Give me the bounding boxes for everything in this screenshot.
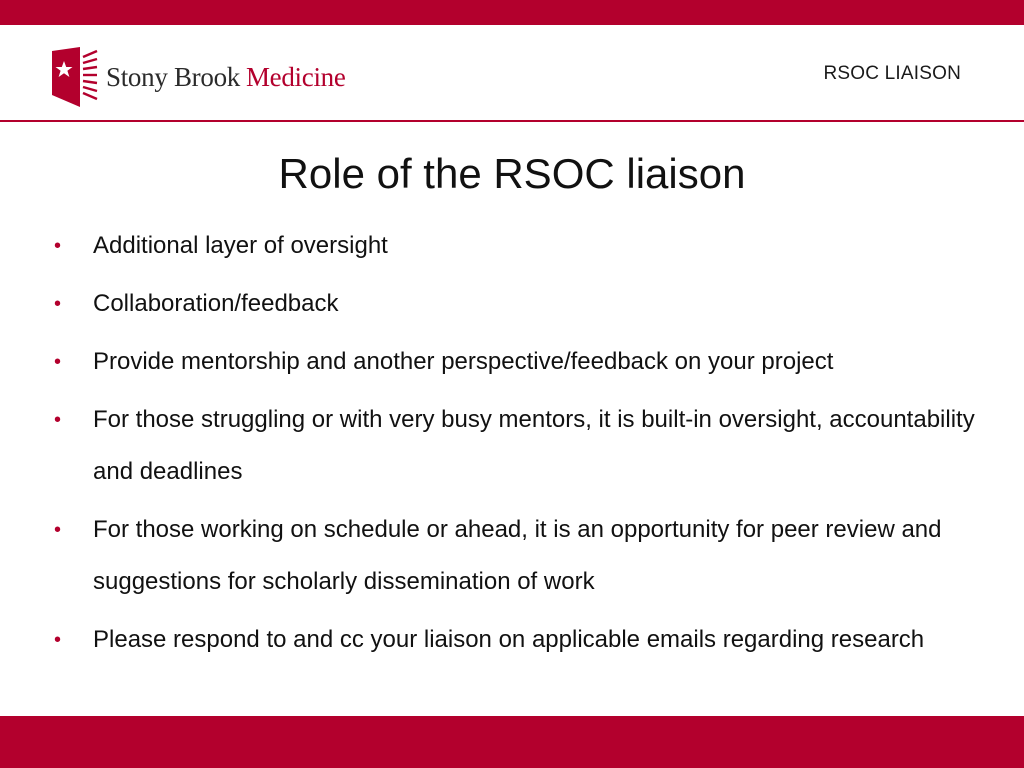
header-divider — [0, 120, 1024, 122]
bullet-icon: • — [54, 409, 62, 431]
bullet-item — [50, 614, 990, 666]
bullet-item — [50, 394, 990, 498]
bullet-text: For those struggling or with very busy mentors, it is built-in oversight, accountability and deadlines — [93, 406, 975, 485]
shield-star-icon — [50, 47, 100, 107]
bullet-text: Collaboration/feedback — [93, 290, 339, 317]
header — [0, 25, 1024, 120]
stony-brook-medicine-logo — [50, 47, 346, 107]
bullet-icon: • — [54, 235, 62, 257]
bullet-icon: • — [54, 351, 62, 373]
bullet-text: For those working on schedule or ahead, it is an opportunity for peer review and suggestions for scholarly dissemination of work — [93, 516, 942, 595]
bullet-text: Additional layer of oversight — [93, 232, 388, 259]
bullet-text: Provide mentorship and another perspective/feedback on your project — [93, 348, 834, 375]
bullet-icon: • — [54, 629, 62, 651]
bullet-item — [50, 220, 990, 272]
logo-wordmark-stony-brook: Stony Brook — [106, 61, 240, 92]
bullet-item — [50, 504, 990, 608]
bullet-item — [50, 336, 990, 388]
bullet-text: Please respond to and cc your liaison on applicable emails regarding research — [93, 626, 925, 653]
logo-wordmark — [106, 62, 346, 93]
slide-title: Role of the RSOC liaison — [278, 150, 746, 197]
logo-wordmark-medicine: Medicine — [245, 61, 346, 92]
bullet-list — [50, 220, 990, 672]
bullet-item — [50, 278, 990, 330]
bullet-icon: • — [54, 519, 62, 541]
header-section-label: RSOC LIAISON — [823, 63, 961, 84]
bullet-icon: • — [54, 293, 62, 315]
top-accent-bar — [0, 0, 1024, 25]
bottom-accent-bar — [0, 716, 1024, 768]
